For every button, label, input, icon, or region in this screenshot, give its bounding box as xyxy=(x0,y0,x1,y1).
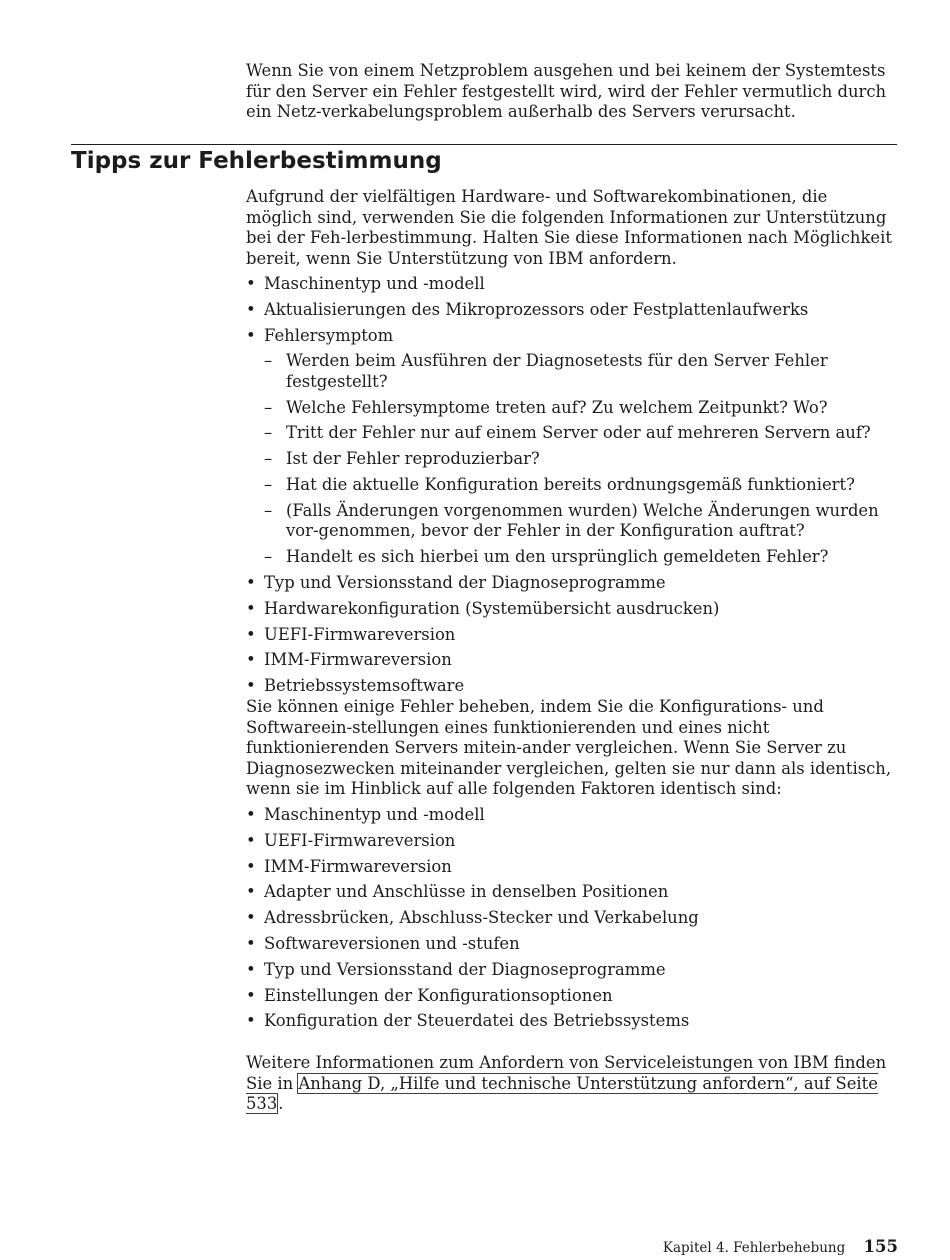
page-number: 155 xyxy=(863,1237,898,1256)
list-item-label: Fehlersymptom xyxy=(264,325,394,345)
list-item: • UEFI-Firmwareversion xyxy=(246,831,898,852)
further-info-period: . xyxy=(278,1094,284,1113)
comparison-paragraph: Sie können einige Fehler beheben, indem Sie die Konfigurations- und Softwareein-stellungen eines funktionierenden und eines nicht funktionierenden Servers mitein-ander vergleichen. Wenn Sie Server zu Diagnosezwecken miteinander vergleichen, gelten sie nur dann als identisch, wenn sie im Hinblick auf alle folgenden Faktoren identisch sind: xyxy=(246,697,892,798)
list-item-fehlersymptom xyxy=(246,326,898,568)
info-checklist xyxy=(246,274,898,702)
list-item: • IMM-Firmwareversion xyxy=(246,857,898,878)
sublist-item: – Ist der Fehler reproduzierbar? xyxy=(264,449,898,470)
list-item: • Hardwarekonfiguration (Systemübersicht ausdrucken) xyxy=(246,599,898,620)
footer-chapter: Kapitel 4. Fehlerbehebung xyxy=(662,1240,846,1256)
list-item: • Aktualisierungen des Mikroprozessors oder Festplattenlaufwerks xyxy=(246,300,898,321)
sublist-item: – Handelt es sich hierbei um den ursprünglich gemeldeten Fehler? xyxy=(264,547,898,568)
sublist-item: – Werden beim Ausführen der Diagnosetests für den Server Fehler festgestellt? xyxy=(264,351,898,392)
intro-paragraph: Wenn Sie von einem Netzproblem ausgehen und bei keinem der Systemtests für den Server ein Fehler festgestellt wird, wird der Fehler vermutlich durch ein Netz-verkabelungsproblem außerhalb des Servers verursacht. xyxy=(246,61,887,121)
section-heading: Tipps zur Fehlerbestimmung xyxy=(71,148,442,174)
further-info-paragraph xyxy=(246,1053,898,1115)
page-footer xyxy=(663,1237,898,1258)
appendix-d-link[interactable]: Anhang D, „Hilfe und technische Unterstützung anfordern“, auf Seite 533 xyxy=(246,1073,878,1113)
sublist-item: – (Falls Änderungen vorgenommen wurden) Welche Änderungen wurden vor-genommen, bevor der Fehler in der Konfiguration auftrat? xyxy=(264,501,898,542)
comparison-checklist xyxy=(246,805,898,1037)
sublist-item: – Hat die aktuelle Konfiguration bereits ordnungsgemäß funktioniert? xyxy=(264,475,898,496)
list-item: • Einstellungen der Konfigurationsoptionen xyxy=(246,986,898,1007)
list-item: • Typ und Versionsstand der Diagnoseprogramme xyxy=(246,960,898,981)
list-item: • Betriebssystemsoftware xyxy=(246,676,898,697)
list-item: • IMM-Firmwareversion xyxy=(246,650,898,671)
symptom-sublist xyxy=(264,351,898,567)
list-item: • UEFI-Firmwareversion xyxy=(246,625,898,646)
list-item: • Maschinentyp und -modell xyxy=(246,274,898,295)
list-item: • Typ und Versionsstand der Diagnoseprogramme xyxy=(246,573,898,594)
sublist-item: – Tritt der Fehler nur auf einem Server oder auf mehreren Servern auf? xyxy=(264,423,898,444)
list-item: • Adapter und Anschlüsse in denselben Positionen xyxy=(246,882,898,903)
section-intro-paragraph: Aufgrund der vielfältigen Hardware- und Softwarekombinationen, die möglich sind, verwenden Sie die folgenden Informationen zur Unterstützung bei der Feh-lerbestimmung. Halten Sie diese Informationen nach Möglichkeit bereit, wenn Sie Unterstützung von IBM anfordern. xyxy=(246,187,892,268)
list-item: • Adressbrücken, Abschluss-Stecker und Verkabelung xyxy=(246,908,898,929)
list-item: • Konfiguration der Steuerdatei des Betriebssystems xyxy=(246,1011,898,1032)
list-item: • Maschinentyp und -modell xyxy=(246,805,898,826)
list-item: • Softwareversionen und -stufen xyxy=(246,934,898,955)
further-info-text: Weitere Informationen zum Anfordern von Serviceleistungen von IBM finden Sie in xyxy=(246,1053,887,1093)
sublist-item: – Welche Fehlersymptome treten auf? Zu welchem Zeitpunkt? Wo? xyxy=(264,398,898,419)
section-divider xyxy=(71,144,897,145)
